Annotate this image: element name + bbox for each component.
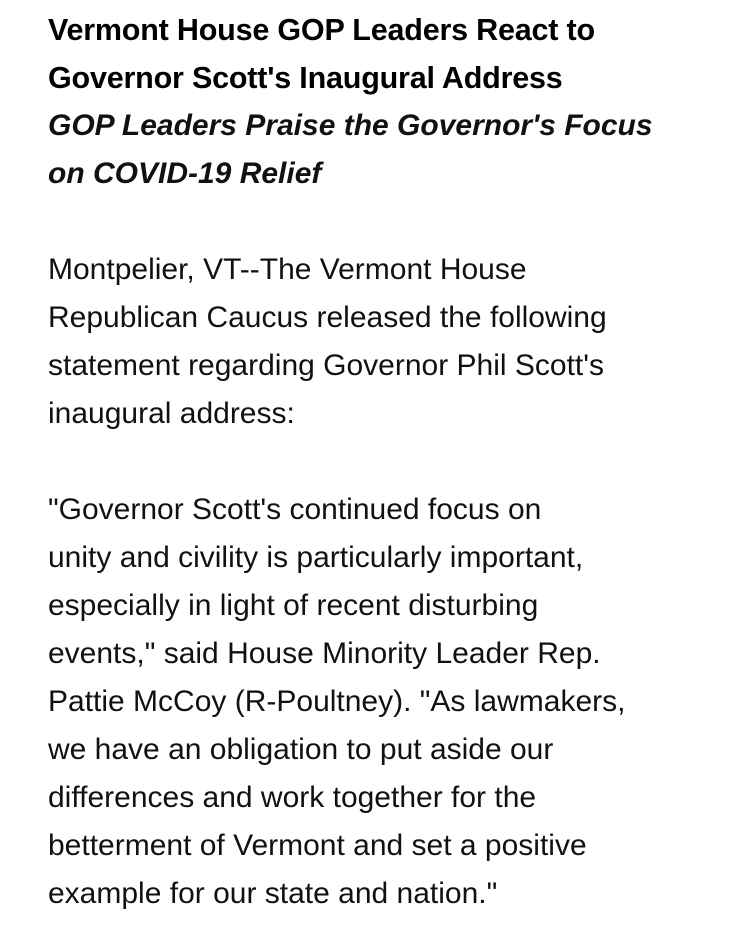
quote-line: betterment of Vermont and set a positive	[48, 829, 587, 862]
quote-line: unity and civility is particularly important,	[48, 541, 584, 574]
quote-line: differences and work together for the	[48, 781, 537, 814]
intro-paragraph	[48, 246, 720, 438]
intro-line: Republican Caucus released the following	[48, 301, 607, 334]
subheadline-line: GOP Leaders Praise the Governor's Focus	[48, 109, 653, 142]
intro-line: Montpelier, VT--The Vermont House	[48, 253, 527, 286]
quote-paragraph	[48, 486, 720, 918]
quote-line: "Governor Scott's continued focus on	[48, 493, 542, 526]
paragraph-gap	[48, 198, 720, 246]
headline-line: Governor Scott's Inaugural Address	[48, 61, 563, 95]
quote-line: example for our state and nation."	[48, 877, 498, 910]
headline-line: Vermont House GOP Leaders React to	[48, 13, 595, 47]
paragraph-gap	[48, 438, 720, 486]
headline	[48, 6, 720, 102]
subheadline-line: on COVID-19 Relief	[48, 157, 322, 190]
quote-line: events," said House Minority Leader Rep.	[48, 637, 601, 670]
quote-line: Pattie McCoy (R-Poultney). "As lawmakers,	[48, 685, 626, 718]
intro-line: inaugural address:	[48, 397, 295, 430]
quote-line: we have an obligation to put aside our	[48, 733, 554, 766]
intro-line: statement regarding Governor Phil Scott's	[48, 349, 604, 382]
quote-line: especially in light of recent disturbing	[48, 589, 539, 622]
subheadline	[48, 102, 720, 198]
